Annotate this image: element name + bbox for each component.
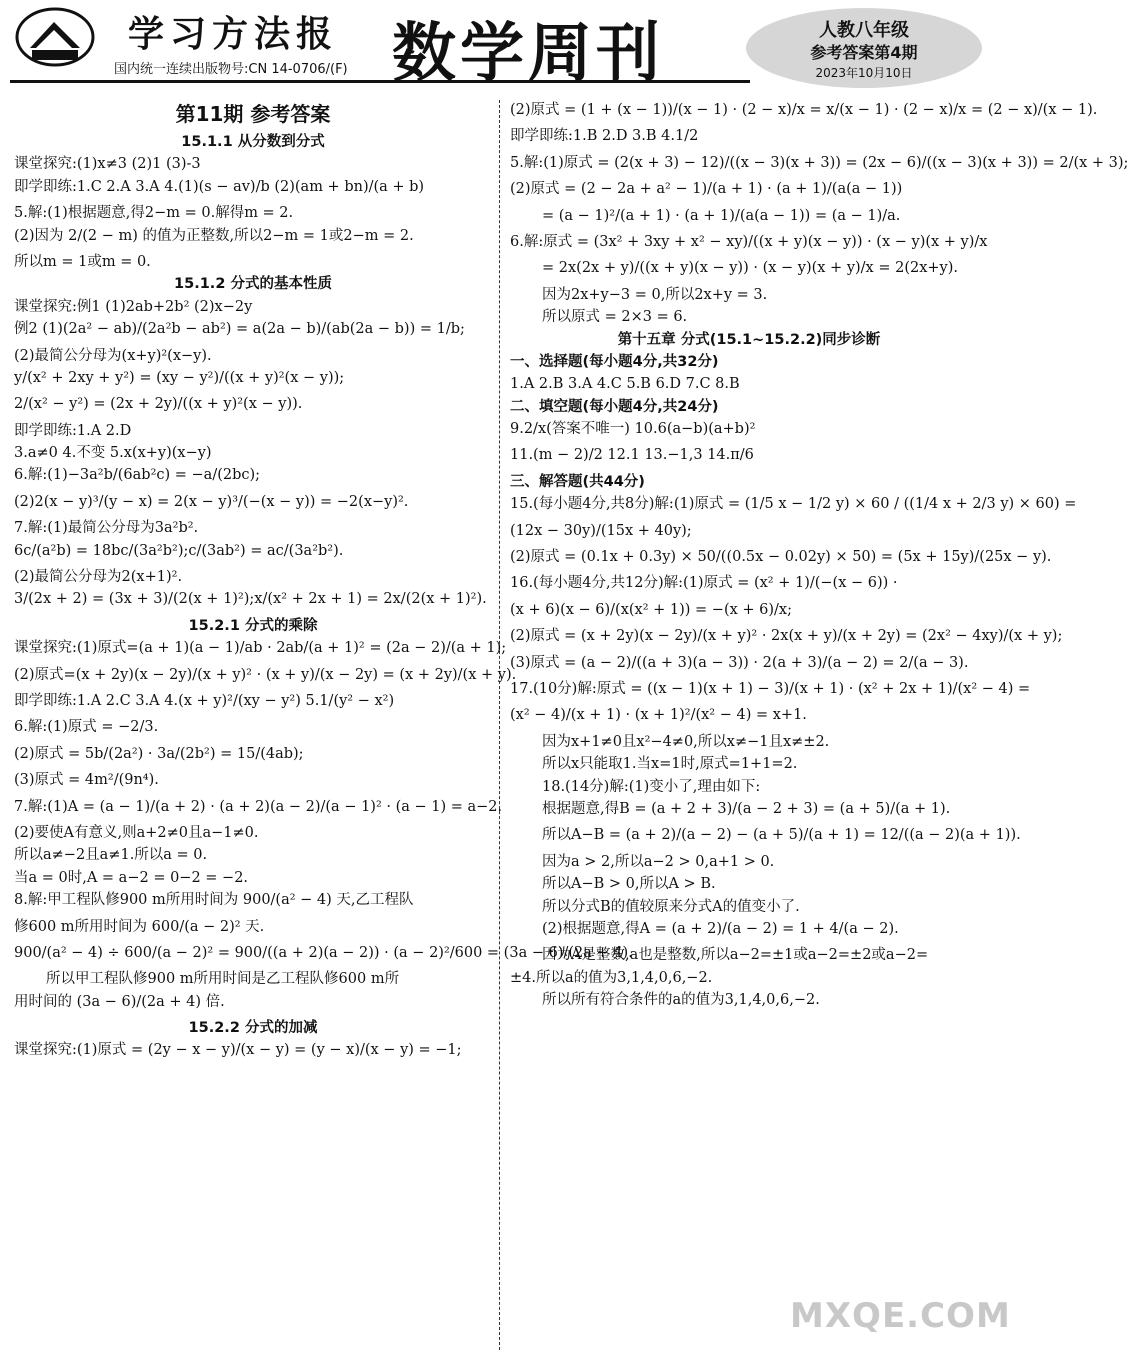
answer-line: 所以m = 1或m = 0. — [14, 253, 151, 270]
answer-line: 9.2/x(答案不唯一) 10.6(a−b)(a+b)² — [510, 421, 756, 438]
answer-line: 当a = 0时,A = a−2 = 0−2 = −2. — [14, 869, 249, 886]
answer-line: (2)原式 = (x + 2y)(x − 2y)/(x + y)² · 2x(x + y)/(x + 2y) = (2x² − 4xy)/(x + y); — [510, 628, 1063, 645]
answer-line: 8.解:甲工程队修900 m所用时间为 900/(a² − 4) 天,乙工程队 — [14, 892, 414, 909]
answer-line: (3)原式 = 4m²/(9n⁴). — [14, 772, 159, 789]
answer-line: (12x − 30y)/(15x + 40y); — [510, 522, 692, 539]
column-divider — [499, 100, 500, 1350]
answer-line: ±4.所以a的值为3,1,4,0,6,−2. — [510, 969, 713, 986]
section-heading: 15.1.1 从分数到分式 — [181, 134, 325, 150]
answer-line: (2)因为 2/(2 − m) 的值为正整数,所以2−m = 1或2−m = 2. — [14, 227, 414, 244]
issue-label: 参考答案第4期 — [810, 43, 918, 62]
answer-line: (2)原式 = (1 + (x − 1))/(x − 1) · (2 − x)/x = x/(x − 1) · (2 − x)/x = (2 − x)/(x − 1). — [510, 102, 1098, 118]
answer-line: (x + 6)(x − 6)/(x(x² + 1)) = −(x + 6)/x; — [510, 601, 792, 618]
answer-line: (x² − 4)/(x + 1) · (x + 1)²/(x² − 4) = x+1. — [510, 707, 807, 724]
subsection-heading: 二、填空题(每小题4分,共24分) — [510, 398, 719, 415]
answer-line: 因为2x+y−3 = 0,所以2x+y = 3. — [542, 286, 768, 303]
subsection-heading: 一、选择题(每小题4分,共32分) — [510, 353, 719, 370]
answer-line: 根据题意,得B = (a + 2 + 3)/(a − 2 + 3) = (a + 5)/(a + 1). — [542, 800, 951, 817]
watermark: MXQE.COM — [790, 1296, 1011, 1336]
answer-line: 因为a > 2,所以a−2 > 0,a+1 > 0. — [542, 853, 775, 870]
answer-line: (2)原式=(x + 2y)(x − 2y)/(x + y)² · (x + y)/(x − 2y) = (x + 2y)/(x + y). — [14, 666, 517, 683]
answer-line: 1.A 2.B 3.A 4.C 5.B 6.D 7.C 8.B — [510, 376, 740, 393]
answer-line: 900/(a² − 4) ÷ 600/(a − 2)² = 900/((a + 2)(a − 2)) · (a − 2)²/600 = (3a − 6)/(2a + 4). — [14, 944, 633, 961]
answer-line: 所以分式B的值较原来分式A的值变小了. — [542, 898, 800, 915]
publication-number: 国内统一连续出版物号:CN 14-0706/(F) — [114, 62, 348, 77]
section-heading: 第十五章 分式(15.1~15.2.2)同步诊断 — [617, 331, 881, 348]
answer-line: 16.(每小题4分,共12分)解:(1)原式 = (x² + 1)/(−(x − 6)) · — [510, 575, 898, 592]
header-rule — [10, 80, 750, 83]
answer-line: 所以所有符合条件的a的值为3,1,4,0,6,−2. — [542, 992, 820, 1009]
answer-line: 7.解:(1)A = (a − 1)/(a + 2) · (a + 2)(a − 2)/(a − 1)² · (a − 1) = a−2. — [14, 798, 503, 815]
edition-badge — [746, 8, 982, 88]
answer-line: (3)原式 = (a − 2)/((a + 3)(a − 3)) · 2(a + 3)/(a − 2) = 2/(a − 3). — [510, 654, 969, 671]
answer-line: 17.(10分)解:原式 = ((x − 1)(x + 1) − 3)/(x + 1) · (x² + 2x + 1)/(x² − 4) = — [510, 680, 1031, 697]
answer-line: 3.a≠0 4.不变 5.x(x+y)(x−y) — [14, 445, 212, 462]
answer-line: 18.(14分)解:(1)变小了,理由如下: — [542, 778, 761, 795]
answer-line: 所以A−B = (a + 2)/(a − 2) − (a + 5)/(a + 1) = 12/((a − 2)(a + 1)). — [542, 827, 1021, 844]
page-header — [0, 0, 1000, 92]
answer-line: 5.解:(1)根据题意,得2−m = 0.解得m = 2. — [14, 205, 294, 222]
answer-line: 因为A是整数,a也是整数,所以a−2=±1或a−2=±2或a−2= — [542, 947, 929, 964]
subsection-heading: 三、解答题(共44分) — [510, 473, 645, 490]
answer-line: 2/(x² − y²) = (2x + 2y)/((x + y)²(x − y)). — [14, 396, 303, 413]
answer-line: 修600 m所用时间为 600/(a − 2)² 天. — [14, 918, 265, 935]
right-column — [510, 102, 1128, 1014]
answer-line: = (a − 1)²/(a + 1) · (a + 1)/(a(a − 1)) = (a − 1)/a. — [542, 207, 901, 224]
answer-line: 6.解:原式 = (3x² + 3xy + x² − xy)/((x + y)(x − y)) · (x − y)(x + y)/x — [510, 233, 988, 250]
answer-line: y/(x² + 2xy + y²) = (xy − y²)/((x + y)²(x − y)); — [14, 369, 345, 386]
answer-line: 7.解:(1)最简公分母为3a²b². — [14, 520, 199, 537]
answer-line: 11.(m − 2)/2 12.1 13.−1,3 14.π/6 — [510, 447, 754, 464]
answer-line: 课堂探究:(1)x≠3 (2)1 (3)-3 — [14, 156, 201, 173]
answer-line: 所以a≠−2且a≠1.所以a = 0. — [14, 847, 208, 864]
answer-line: 课堂探究:(1)原式 = (2y − x − y)/(x − y) = (y − x)/(x − y) = −1; — [14, 1042, 462, 1059]
masthead-title: 数学周刊 — [392, 17, 664, 91]
answer-line: 所以x只能取1.当x=1时,原式=1+1=2. — [542, 756, 798, 773]
answer-line: (2)原式 = (2 − 2a + a² − 1)/(a + 1) · (a + 1)/(a(a − 1)) — [510, 181, 903, 198]
answer-line: 即学即练:1.C 2.A 3.A 4.(1)(s − av)/b (2)(am + bn)/(a + b) — [14, 178, 425, 195]
answer-line: (2)根据题意,得A = (a + 2)/(a − 2) = 1 + 4/(a − 2). — [542, 920, 899, 937]
answer-line: (2)最简公分母为2(x+1)². — [14, 569, 183, 586]
answer-line: (2)原式 = 5b/(2a²) · 3a/(2b²) = 15/(4ab); — [14, 745, 304, 762]
answer-line: 用时间的 (3a − 6)/(2a + 4) 倍. — [14, 993, 225, 1010]
section-heading: 15.1.2 分式的基本性质 — [174, 276, 332, 293]
issue-date: 2023年10月10日 — [815, 66, 913, 80]
answer-line: 5.解:(1)原式 = (2(x + 3) − 12)/((x − 3)(x + 3)) = (2x − 6)/((x − 3)(x + 3)) = 2/(x + 3); — [510, 154, 1128, 171]
answer-line: 15.(每小题4分,共8分)解:(1)原式 = (1/5 x − 1/2 y) × 60 / ((1/4 x + 2/3 y) × 60) = — [510, 496, 1077, 513]
paper-name: 学习方法报 — [128, 13, 339, 55]
issue-title: 第11期 参考答案 — [175, 102, 331, 126]
answer-line: 6c/(a²b) = 18bc/(3a²b²);c/(3ab²) = ac/(3a²b²). — [14, 542, 344, 559]
grade-label: 人教八年级 — [819, 20, 909, 41]
answer-line: = 2x(2x + y)/((x + y)(x − y)) · (x − y)(x + y)/x = 2(2x+y). — [542, 260, 958, 277]
answer-line: 所以A−B > 0,所以A > B. — [542, 876, 716, 893]
answer-line: 因为x+1≠0且x²−4≠0,所以x≠−1且x≠±2. — [542, 733, 830, 750]
answer-line: 课堂探究:(1)原式=(a + 1)(a − 1)/ab · 2ab/(a + 1)² = (2a − 2)/(a + 1); — [14, 640, 507, 657]
answer-line: (2)最简公分母为(x+y)²(x−y). — [14, 347, 212, 364]
answer-line: (2)原式 = (0.1x + 0.3y) × 50/((0.5x − 0.02y) × 50) = (5x + 15y)/(25x − y). — [510, 549, 1052, 566]
newspaper-logo-icon — [14, 6, 96, 68]
answer-line: 即学即练:1.A 2.D — [14, 422, 132, 439]
answer-line: (2)2(x − y)³/(y − x) = 2(x − y)³/(−(x − y)) = −2(x−y)². — [14, 493, 409, 510]
answer-line: (2)要使A有意义,则a+2≠0且a−1≠0. — [14, 824, 259, 841]
section-heading: 15.2.2 分式的加减 — [188, 1020, 318, 1037]
answer-line: 课堂探究:例1 (1)2ab+2b² (2)x−2y — [14, 298, 253, 315]
answer-line: 所以原式 = 2×3 = 6. — [542, 309, 688, 326]
answer-line: 3/(2x + 2) = (3x + 3)/(2(x + 1)²);x/(x² + 2x + 1) = 2x/(2(x + 1)²). — [14, 591, 487, 608]
answer-line: 例2 (1)(2a² − ab)/(2a²b − ab²) = a(2a − b)/(ab(2a − b)) = 1/b; — [14, 321, 465, 338]
answer-line: 即学即练:1.B 2.D 3.B 4.1/2 — [510, 128, 699, 145]
answer-line: 6.解:(1)原式 = −2/3. — [14, 719, 159, 736]
answer-line: 即学即练:1.A 2.C 3.A 4.(x + y)²/(xy − y²) 5.1/(y² − x²) — [14, 692, 395, 709]
section-heading: 15.2.1 分式的乘除 — [188, 617, 318, 634]
answer-line: 所以甲工程队修900 m所用时间是乙工程队修600 m所 — [46, 971, 400, 988]
answer-line: 6.解:(1)−3a²b/(6ab²c) = −a/(2bc); — [14, 467, 261, 484]
